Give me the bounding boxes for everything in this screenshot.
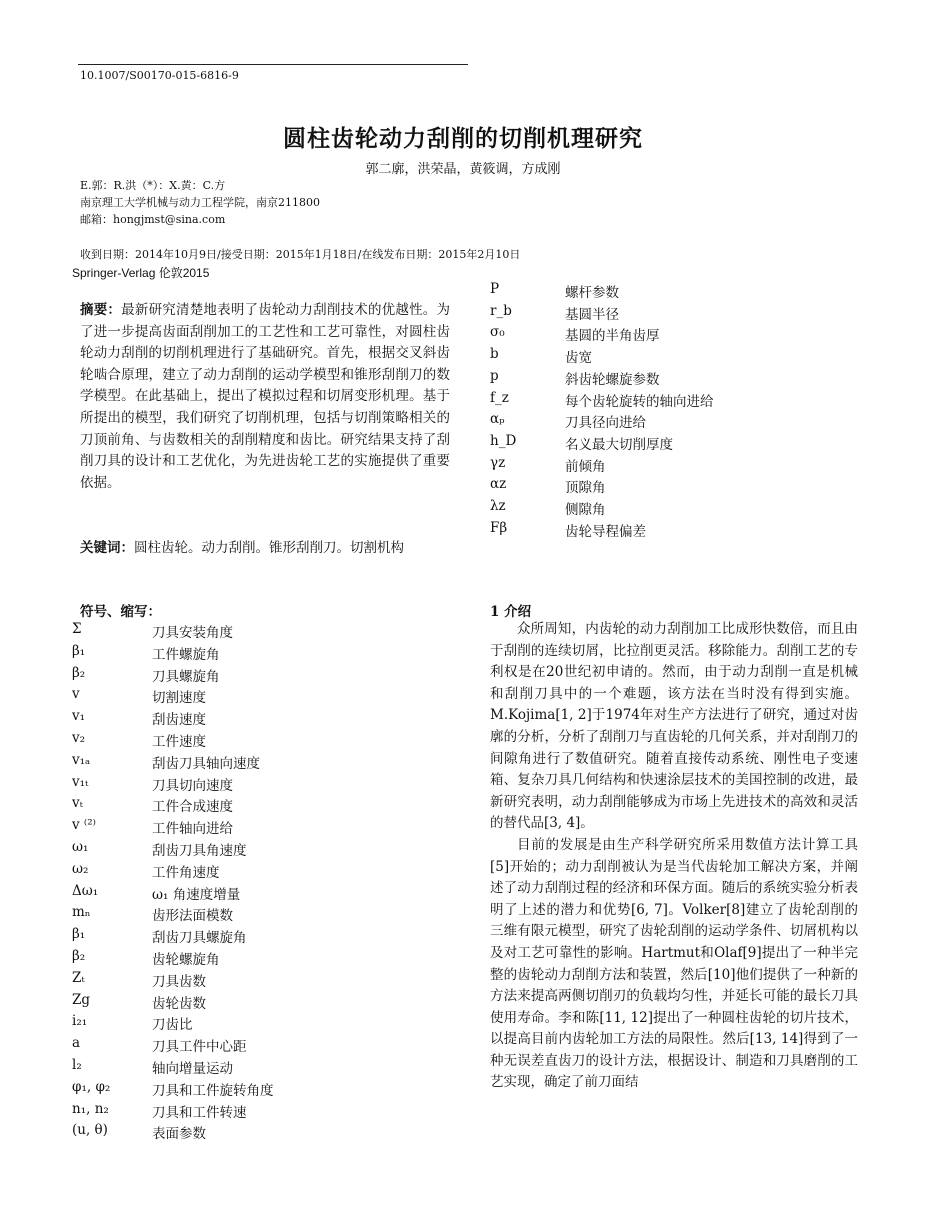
- intro-text: [490, 619, 858, 1094]
- symbol-key: f_z: [490, 389, 509, 406]
- intro-paragraph: 众所周知，内齿轮的动力刮削加工比成形快数倍，而且由于刮削的连续切屑，比拉削更灵活。移除能力。刮削工艺的专利权是在20世纪初申请的。然而，由于动力刮削一直是机械和刮削刀具中的一个难题，该方法在当时没有得到实施。M.Kojima[1, 2]于1974年对生产方法进行了研究，通过对齿廓的分析，分析了刮削刀与直齿轮的几何关系，并对刮削刀的间隙角进行了数值研究。随着直接传动系统、刚性电子变速箱、复杂刀具几何结构和快速涂层技术的美国控制的改进，最新研究表明，动力刮削能够成为市场上先进技术的高效和灵活的替代品[3, 4]。: [490, 621, 858, 832]
- symbol-key: αz: [490, 476, 507, 493]
- symbol-key: v₁ₜ: [72, 773, 89, 790]
- symbol-key: αₚ: [490, 411, 505, 428]
- symbol-key: b: [490, 346, 499, 363]
- symbol-description: 刮齿刀具螺旋角: [152, 930, 247, 947]
- symbol-key: r_b: [490, 302, 512, 319]
- symbol-key: ω₁: [72, 839, 89, 855]
- section-heading: 1 介绍: [490, 604, 532, 620]
- symbol-description: 工件轴向进给: [152, 821, 233, 838]
- symbol-description: 基圆半径: [565, 306, 619, 323]
- affiliation-line: E.郭：R.洪（*）：X.黄：C.方: [80, 179, 226, 192]
- symbol-description: 刀具径向进给: [565, 415, 646, 432]
- symbol-key: γz: [490, 454, 506, 471]
- symbol-key: ω₂: [72, 860, 89, 877]
- authors: 郭二廓，洪荣晶，黄筱调，方成刚: [365, 162, 561, 177]
- symbol-description: 刀具和工件转速: [152, 1104, 247, 1121]
- symbol-description: 刀具齿数: [152, 973, 206, 990]
- symbol-description: 刮齿刀具轴向速度: [152, 755, 260, 772]
- symbol-description: 齿轮齿数: [152, 995, 206, 1012]
- abstract-label: 摘要：: [80, 302, 122, 318]
- symbol-description: ω₁ 角速度增量: [152, 886, 241, 903]
- dates: 收到日期：2014年10月9日/接受日期：2015年1月18日/在线发布日期：2015年2月10日: [80, 248, 521, 261]
- symbol-description: 齿轮导程偏差: [565, 523, 646, 540]
- symbol-key: mₙ: [72, 904, 91, 921]
- symbol-key: Σ: [72, 621, 82, 637]
- symbol-description: 工件角速度: [152, 864, 220, 881]
- symbol-description: 轴向增量运动: [152, 1061, 233, 1077]
- symbol-key: Fβ: [490, 519, 508, 536]
- symbol-description: 切割速度: [152, 690, 206, 707]
- symbol-description: 刀具工件中心距: [152, 1039, 247, 1056]
- symbol-key: v₁ₐ: [72, 751, 91, 768]
- symbol-key: λz: [490, 498, 506, 514]
- symbol-description: 工件合成速度: [152, 799, 233, 816]
- symbol-key: vₜ: [72, 795, 83, 812]
- symbol-description: 斜齿轮螺旋参数: [565, 371, 660, 388]
- symbol-description: 工件螺旋角: [152, 646, 220, 663]
- symbol-key: v ⁽²⁾: [72, 817, 96, 834]
- symbol-key: v₂: [72, 730, 86, 746]
- symbol-description: 每个齿轮旋转的轴向进给: [565, 393, 714, 410]
- symbol-key: i₂₁: [72, 1013, 88, 1030]
- symbol-description: 螺杆参数: [565, 285, 619, 301]
- symbol-description: 齿形法面模数: [152, 908, 233, 925]
- keywords-label: 关键词：: [80, 540, 134, 556]
- symbol-description: 工件速度: [152, 734, 206, 750]
- symbol-key: β₁: [72, 642, 86, 659]
- symbol-description: 基圆的半角齿厚: [565, 328, 660, 345]
- symbol-key: Zₜ: [72, 969, 85, 986]
- symbol-key: σ₀: [490, 324, 505, 341]
- paper-title: 圆柱齿轮动力刮削的切削机理研究: [283, 125, 643, 152]
- header-rule: [78, 64, 468, 65]
- symbol-description: 刀具切向速度: [152, 777, 233, 794]
- symbol-description: 刀具安装角度: [152, 625, 233, 641]
- abstract: [80, 300, 450, 494]
- symbol-key: (u, θ): [72, 1122, 108, 1139]
- symbol-description: 顶隙角: [565, 480, 606, 497]
- symbol-key: β₂: [72, 948, 86, 964]
- email: 邮箱：hongjmst@sina.com: [80, 213, 226, 226]
- symbol-key: Zg: [72, 991, 91, 1008]
- symbol-description: 齿宽: [565, 350, 592, 367]
- symbol-key: n₁, n₂: [72, 1100, 109, 1117]
- symbol-description: 刀具和工件旋转角度: [152, 1082, 274, 1099]
- symbol-key: β₂: [72, 664, 86, 681]
- symbols-heading: 符号、缩写：: [80, 604, 161, 620]
- intro-paragraph: 目前的发展是由生产科学研究所采用数值方法计算工具[5]开始的；动力刮削被认为是当代齿轮加工解决方案，并阐述了动力刮削过程的经济和环保方面。随后的系统实验分析表明了上述的潜力和优势[6, 7]。Volker[8]建立了齿轮刮削的三维有限元模型，研究了齿轮刮削的运动学条件、切屑机构以及对工艺可靠性的影响。Hartmut和Olaf[9]提出了一种半完整的齿轮动力刮削方法和装置，然后[10]他们提供了一种新的方法来提高两侧切削刃的负载均匀性，并延长可能的最长刀具使用寿命。李和陈[11, 12]提出了一种圆柱齿轮的切片技术，以提高目前内齿轮加工方法的局限性。然后[13, 14]得到了一种无误差直齿刀的设计方法，根据设计、制造和刀具磨削的工艺实现，确定了前刀面结: [490, 836, 858, 1091]
- keywords: [80, 538, 420, 560]
- symbol-key: h_D: [490, 432, 517, 449]
- symbol-key: β₁: [72, 926, 86, 943]
- symbol-description: 侧隙角: [565, 502, 606, 518]
- publisher: Springer-Verlag 伦敦2015: [72, 266, 210, 280]
- symbol-description: 刀齿比: [152, 1017, 193, 1034]
- symbol-description: 齿轮螺旋角: [152, 952, 220, 968]
- symbol-description: 表面参数: [152, 1126, 206, 1143]
- symbol-description: 名义最大切削厚度: [565, 436, 673, 453]
- symbol-key: Δω₁: [72, 882, 99, 899]
- symbol-key: p: [490, 367, 499, 384]
- abstract-text: 最新研究清楚地表明了齿轮动力刮削技术的优越性。为了进一步提高齿面刮削加工的工艺性和工艺可靠性，对圆柱齿轮动力刮削的切削机理进行了基础研究。首先，根据交叉斜齿轮啮合原理，建立了动力刮削的运动学模型和锥形刮削刀的数学模型。在此基础上，提出了模拟过程和切屑变形机理。基于所提出的模型，我们研究了切削机理，包括与切削策略相关的刀顶前角、与齿数相关的刮削精度和齿比。研究结果支持了刮削刀具的设计和工艺优化，为先进齿轮工艺的实施提供了重要依据。: [80, 302, 451, 491]
- symbol-key: v₁: [72, 708, 86, 725]
- keywords-text: 圆柱齿轮。动力刮削。锥形刮削刀。切割机构: [134, 540, 404, 556]
- symbol-description: 刀具螺旋角: [152, 668, 220, 685]
- symbol-description: 刮齿刀具角速度: [152, 843, 247, 859]
- symbol-key: φ₁, φ₂: [72, 1078, 111, 1095]
- symbol-description: 刮齿速度: [152, 712, 206, 729]
- symbol-key: a: [72, 1035, 81, 1052]
- symbol-key: P: [490, 281, 500, 297]
- symbol-key: v: [72, 686, 80, 703]
- symbol-key: l₂: [72, 1057, 82, 1073]
- symbol-description: 前倾角: [565, 458, 606, 475]
- doi: 10.1007/S00170-015-6816-9: [80, 69, 239, 82]
- affiliation-line: 南京理工大学机械与动力工程学院，南京211800: [80, 196, 320, 209]
